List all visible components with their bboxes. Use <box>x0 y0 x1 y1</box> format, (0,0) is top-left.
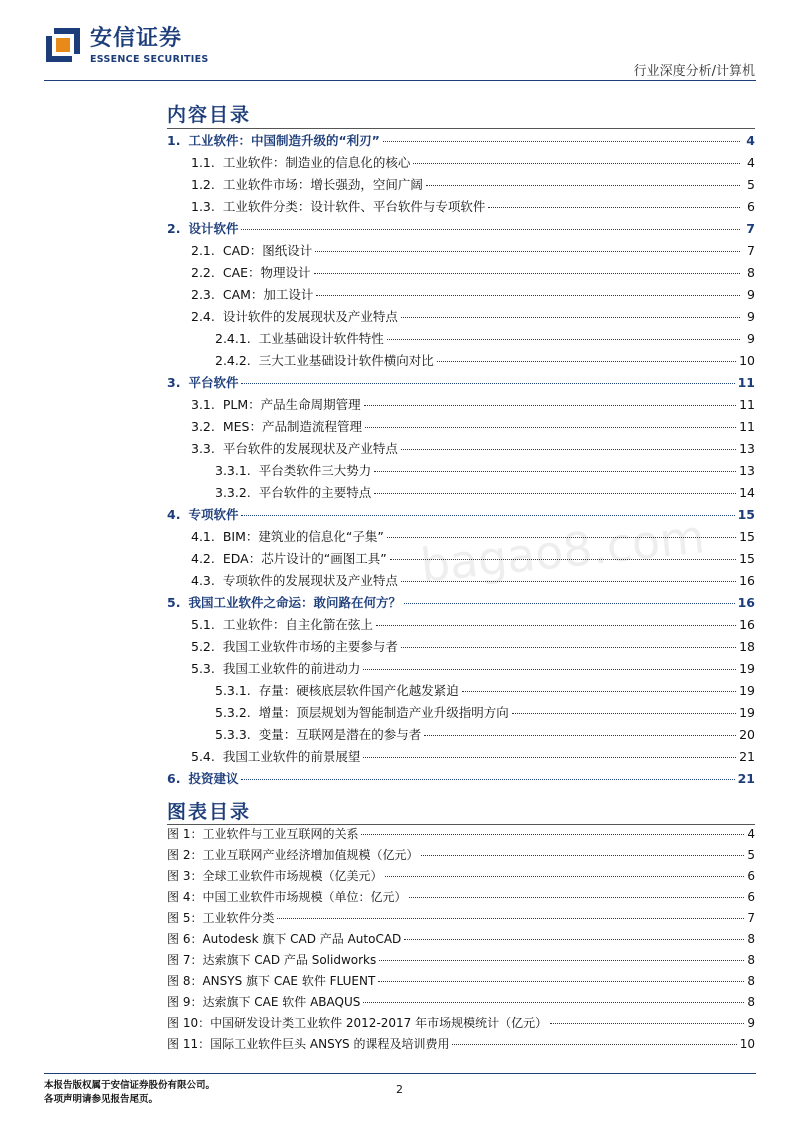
toc-entry-label: 专项软件的发展现状及产业特点 <box>222 573 398 588</box>
toc-entry[interactable] <box>167 175 755 197</box>
dot-leader <box>401 647 736 648</box>
toc-entry-page: 16 <box>739 617 755 632</box>
toc-entry-number: 4.3. <box>191 573 215 588</box>
toc-entry-label: EDA：芯片设计的“画图工具” <box>222 551 387 566</box>
footer-disclaimer <box>44 1079 215 1107</box>
dot-leader <box>404 939 744 940</box>
dot-leader <box>401 317 740 318</box>
toc-entry-number: 1. <box>167 133 181 148</box>
toc-entry-page: 21 <box>739 749 755 764</box>
dot-leader <box>401 581 736 582</box>
toc-entry-page: 15 <box>739 529 755 544</box>
toc-entry[interactable] <box>167 263 755 285</box>
dot-leader <box>385 876 744 877</box>
toc-title: 内容目录 <box>167 104 252 126</box>
report-category: 行业深度分析/计算机 <box>633 64 755 79</box>
toc-entry-page: 13 <box>739 463 755 478</box>
figure-entry-label: 图 6：Autodesk 旗下 CAD 产品 AutoCAD <box>167 932 402 946</box>
toc-entry-page: 16 <box>739 573 755 588</box>
toc-entry-number: 3.1. <box>191 397 215 412</box>
figure-list <box>167 825 755 1056</box>
toc-entry-label: 投资建议 <box>188 771 239 786</box>
dot-leader <box>437 361 736 362</box>
dot-leader <box>241 515 734 516</box>
toc-entry-label: 工业软件市场：增长强劲，空间广阔 <box>222 177 423 192</box>
dot-leader <box>364 405 736 406</box>
dot-leader <box>550 1023 744 1024</box>
dot-leader <box>404 603 735 604</box>
toc-entry-number: 3.3. <box>191 441 215 456</box>
dot-leader <box>241 779 734 780</box>
toc-entry[interactable] <box>167 571 755 593</box>
figure-entry-page: 10 <box>739 1037 755 1051</box>
dot-leader <box>426 185 740 186</box>
toc-entry-label: 工业软件：中国制造升级的“利刃” <box>188 133 380 148</box>
toc-entry[interactable] <box>167 329 755 351</box>
dot-leader <box>512 713 736 714</box>
toc-entry[interactable] <box>167 505 755 527</box>
figures-title: 图表目录 <box>167 801 252 823</box>
toc-entry[interactable] <box>167 681 755 703</box>
dot-leader <box>376 625 736 626</box>
toc-entry-page: 7 <box>746 221 755 236</box>
figure-entry-label: 图 8：ANSYS 旗下 CAE 软件 FLUENT <box>167 974 376 988</box>
toc-entry-page: 15 <box>737 507 755 522</box>
toc-entry-page: 13 <box>739 441 755 456</box>
toc-entry-number: 5.3. <box>191 661 215 676</box>
dot-leader <box>488 207 740 208</box>
dot-leader <box>241 229 740 230</box>
toc-entry-number: 4.1. <box>191 529 215 544</box>
toc-entry-number: 2.3. <box>191 287 215 302</box>
table-of-contents <box>167 131 755 791</box>
toc-entry-number: 2.4.1. <box>215 331 251 346</box>
toc-entry-number: 3. <box>167 375 181 390</box>
toc-entry-page: 4 <box>747 155 755 170</box>
toc-entry-label: 设计软件 <box>188 221 239 236</box>
dot-leader <box>379 960 744 961</box>
toc-entry-page: 11 <box>739 397 755 412</box>
toc-entry-label: 设计软件的发展现状及产业特点 <box>222 309 398 324</box>
toc-entry-number: 5.3.1. <box>215 683 251 698</box>
figure-entry[interactable] <box>167 846 755 867</box>
figure-entry-label: 图 5：工业软件分类 <box>167 911 275 925</box>
logo-mark-icon <box>44 26 82 64</box>
toc-entry-number: 5.4. <box>191 749 215 764</box>
toc-entry[interactable] <box>167 417 755 439</box>
toc-title-divider <box>167 128 755 129</box>
toc-entry-label: 工业软件：自主化箭在弦上 <box>222 617 373 632</box>
toc-entry-number: 2.4. <box>191 309 215 324</box>
toc-entry-page: 20 <box>739 727 755 742</box>
toc-entry-label: 平台类软件三大势力 <box>258 463 372 478</box>
dot-leader <box>241 383 734 384</box>
toc-entry[interactable] <box>167 197 755 219</box>
toc-entry-label: 工业基础设计软件特性 <box>258 331 384 346</box>
figure-entry[interactable] <box>167 951 755 972</box>
toc-entry-page: 19 <box>739 705 755 720</box>
header-divider <box>44 80 756 81</box>
toc-entry-page: 9 <box>747 287 755 302</box>
toc-entry-label: 我国工业软件的前景展望 <box>222 749 361 764</box>
figure-entry-label: 图 11：国际工业软件巨头 ANSYS 的课程及培训费用 <box>167 1037 450 1051</box>
toc-entry[interactable] <box>167 461 755 483</box>
dot-leader <box>277 918 744 919</box>
figure-entry[interactable] <box>167 972 755 993</box>
dot-leader <box>452 1044 736 1045</box>
dot-leader <box>462 691 736 692</box>
toc-entry-page: 11 <box>737 375 755 390</box>
figure-entry[interactable] <box>167 1035 755 1056</box>
toc-entry-label: 三大工业基础设计软件横向对比 <box>258 353 434 368</box>
dot-leader <box>365 427 736 428</box>
toc-entry-label: 我国工业软件市场的主要参与者 <box>222 639 398 654</box>
dot-leader <box>378 981 744 982</box>
toc-entry-number: 2.4.2. <box>215 353 251 368</box>
figure-entry-page: 8 <box>747 932 755 946</box>
toc-entry-label: PLM：产品生命周期管理 <box>222 397 361 412</box>
figure-entry-label: 图 9：达索旗下 CAE 软件 ABAQUS <box>167 995 361 1009</box>
figure-entry-label: 图 10：中国研发设计类工业软件 2012-2017 年市场规模统计（亿元） <box>167 1016 548 1030</box>
watermark: bagao8.com <box>417 509 708 593</box>
dot-leader <box>409 897 744 898</box>
dot-leader <box>424 735 736 736</box>
toc-entry-page: 14 <box>739 485 755 500</box>
toc-entry-number: 2.1. <box>191 243 215 258</box>
footer-divider <box>44 1073 756 1074</box>
dot-leader <box>401 449 736 450</box>
toc-entry-page: 6 <box>747 199 755 214</box>
toc-entry-page: 16 <box>737 595 755 610</box>
toc-entry[interactable] <box>167 241 755 263</box>
brand-name-en: ESSENCE SECURITIES <box>90 54 209 65</box>
toc-entry-page: 15 <box>739 551 755 566</box>
toc-entry-label: 平台软件的主要特点 <box>258 485 372 500</box>
dot-leader <box>315 251 740 252</box>
figure-entry-page: 8 <box>747 953 755 967</box>
toc-entry-number: 3.2. <box>191 419 215 434</box>
figure-entry[interactable] <box>167 888 755 909</box>
toc-entry[interactable] <box>167 307 755 329</box>
figure-entry-page: 8 <box>747 995 755 1009</box>
figure-entry[interactable] <box>167 867 755 888</box>
figure-entry-label: 图 7：达索旗下 CAD 产品 Solidworks <box>167 953 377 967</box>
toc-entry[interactable] <box>167 219 755 241</box>
dot-leader <box>316 295 740 296</box>
dot-leader <box>390 559 736 560</box>
toc-entry-page: 9 <box>747 309 755 324</box>
toc-entry-number: 5. <box>167 595 181 610</box>
dot-leader <box>361 834 744 835</box>
figure-entry-page: 6 <box>747 869 755 883</box>
toc-entry-page: 21 <box>737 771 755 786</box>
figure-entry-label: 图 1：工业软件与工业互联网的关系 <box>167 827 359 841</box>
toc-entry-number: 2. <box>167 221 181 236</box>
toc-entry[interactable] <box>167 395 755 417</box>
dot-leader <box>374 493 736 494</box>
toc-entry-page: 7 <box>747 243 755 258</box>
dot-leader <box>363 1002 744 1003</box>
toc-entry-page: 5 <box>747 177 755 192</box>
toc-entry-page: 19 <box>739 661 755 676</box>
figure-entry[interactable] <box>167 993 755 1014</box>
figure-entry[interactable] <box>167 909 755 930</box>
toc-entry-page: 11 <box>739 419 755 434</box>
toc-entry-label: 存量：硬核底层软件国产化越发紧迫 <box>258 683 459 698</box>
figure-entry[interactable] <box>167 1014 755 1035</box>
figure-entry-page: 5 <box>747 848 755 862</box>
toc-entry-label: 工业软件：制造业的信息化的核心 <box>222 155 411 170</box>
toc-entry-number: 4.2. <box>191 551 215 566</box>
toc-entry-label: CAD：图纸设计 <box>222 243 313 258</box>
toc-entry-label: 专项软件 <box>188 507 239 522</box>
toc-entry-label: 工业软件分类：设计软件、平台软件与专项软件 <box>222 199 486 214</box>
dot-leader <box>314 273 740 274</box>
toc-entry-label: CAE：物理设计 <box>222 265 311 280</box>
toc-entry-number: 2.2. <box>191 265 215 280</box>
toc-entry-page: 19 <box>739 683 755 698</box>
figure-entry-page: 6 <box>747 890 755 904</box>
toc-entry[interactable] <box>167 747 755 769</box>
figure-entry-page: 8 <box>747 974 755 988</box>
toc-entry[interactable] <box>167 527 755 549</box>
toc-entry-number: 3.3.1. <box>215 463 251 478</box>
toc-entry-number: 1.2. <box>191 177 215 192</box>
dot-leader <box>421 855 744 856</box>
footer-notice: 各项声明请参见报告尾页。 <box>44 1094 159 1105</box>
toc-entry-label: 我国工业软件之命运：敢问路在何方？ <box>188 595 401 610</box>
toc-entry-label: CAM：加工设计 <box>222 287 314 302</box>
toc-entry-number: 4. <box>167 507 181 522</box>
figure-entry[interactable] <box>167 825 755 846</box>
toc-entry[interactable] <box>167 769 755 791</box>
toc-entry-page: 8 <box>747 265 755 280</box>
toc-entry-label: MES：产品制造流程管理 <box>222 419 362 434</box>
toc-entry-label: 我国工业软件的前进动力 <box>222 661 361 676</box>
toc-entry-number: 6. <box>167 771 181 786</box>
toc-entry-number: 3.3.2. <box>215 485 251 500</box>
toc-entry[interactable] <box>167 285 755 307</box>
toc-entry[interactable] <box>167 615 755 637</box>
toc-entry[interactable] <box>167 153 755 175</box>
toc-entry[interactable] <box>167 659 755 681</box>
toc-entry[interactable] <box>167 483 755 505</box>
toc-entry-page: 10 <box>739 353 755 368</box>
toc-entry-page: 4 <box>746 133 755 148</box>
toc-entry[interactable] <box>167 549 755 571</box>
brand-name-cn: 安信证券 <box>90 26 183 51</box>
toc-entry[interactable] <box>167 637 755 659</box>
toc-entry-number: 5.3.2. <box>215 705 251 720</box>
toc-entry[interactable] <box>167 439 755 461</box>
toc-entry-page: 9 <box>747 331 755 346</box>
dot-leader <box>374 471 736 472</box>
toc-entry-number: 1.1. <box>191 155 215 170</box>
toc-entry[interactable] <box>167 351 755 373</box>
toc-entry-number: 1.3. <box>191 199 215 214</box>
figure-entry-page: 9 <box>747 1016 755 1030</box>
toc-entry-number: 5.2. <box>191 639 215 654</box>
company-logo <box>44 26 209 65</box>
toc-entry[interactable] <box>167 373 755 395</box>
toc-entry-page: 18 <box>739 639 755 654</box>
figure-entry-label: 图 4：中国工业软件市场规模（单位：亿元） <box>167 890 407 904</box>
toc-entry-label: 平台软件的发展现状及产业特点 <box>222 441 398 456</box>
dot-leader <box>413 163 740 164</box>
toc-entry[interactable] <box>167 725 755 747</box>
toc-entry[interactable] <box>167 703 755 725</box>
dot-leader <box>387 339 740 340</box>
toc-entry[interactable] <box>167 131 755 153</box>
toc-entry-number: 5.1. <box>191 617 215 632</box>
toc-entry-label: 平台软件 <box>188 375 239 390</box>
footer-copyright: 本报告版权属于安信证券股份有限公司。 <box>44 1080 216 1091</box>
dot-leader <box>363 757 736 758</box>
dot-leader <box>383 141 740 142</box>
toc-entry-label: 变量：互联网是潜在的参与者 <box>258 727 422 742</box>
dot-leader <box>387 537 736 538</box>
figure-entry-label: 图 3：全球工业软件市场规模（亿美元） <box>167 869 383 883</box>
toc-entry-label: BIM：建筑业的信息化“子集” <box>222 529 384 544</box>
toc-entry-label: 增量：顶层规划为智能制造产业升级指明方向 <box>258 705 509 720</box>
figure-entry-page: 7 <box>747 911 755 925</box>
dot-leader <box>363 669 736 670</box>
toc-entry[interactable] <box>167 593 755 615</box>
figure-entry[interactable] <box>167 930 755 951</box>
page-number: 2 <box>396 1083 403 1096</box>
figure-entry-label: 图 2：工业互联网产业经济增加值规模（亿元） <box>167 848 419 862</box>
figure-entry-page: 4 <box>747 827 755 841</box>
toc-entry-number: 5.3.3. <box>215 727 251 742</box>
